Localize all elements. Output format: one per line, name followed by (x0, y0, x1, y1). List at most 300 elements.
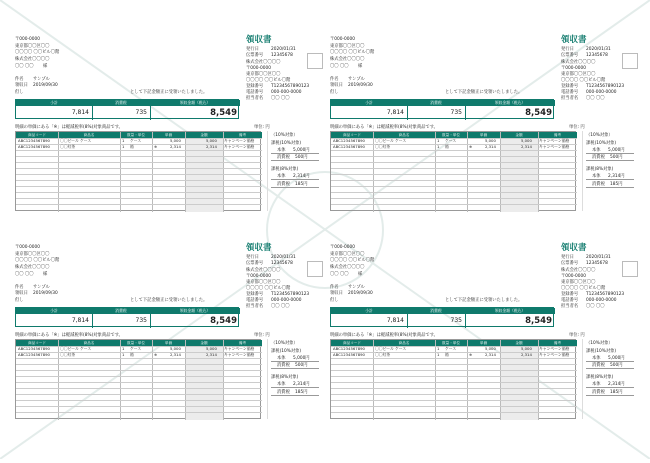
receipt-date-value: 2019/09/30 (348, 83, 373, 88)
breakdown-8-base-label: 本体 (592, 174, 601, 179)
tel-value: 000-000-0000 (271, 298, 302, 303)
row-line (16, 174, 262, 175)
tax-header: 消費税 (407, 308, 465, 314)
item-amount: 5,000 (521, 346, 532, 351)
tax-header: 消費税 (92, 100, 150, 106)
row-line (331, 388, 577, 389)
breakdown-title: （10%対象） (271, 133, 298, 138)
breakdown-8-label: 課税(8%対象) (586, 375, 614, 380)
recipient-honorific: 様 (358, 272, 363, 277)
summary-divider (92, 100, 93, 120)
item-unit: 箱 (130, 352, 134, 357)
recipient-address-1: 東京都〇〇区〇〇 (15, 44, 50, 49)
item-qty: 1 (122, 144, 125, 149)
row-line (16, 204, 262, 205)
unit-label: 単位: 円 (569, 125, 585, 130)
subject-label: 件名 (15, 77, 24, 82)
summary-divider (407, 308, 408, 328)
unit-label: 単位: 円 (254, 125, 270, 130)
staff-label: 担当者名 (561, 304, 579, 309)
doc-no-label: 伝票番号 (561, 261, 579, 266)
breakdown-8-base-label: 本体 (592, 382, 601, 387)
summary-divider (150, 100, 151, 120)
row-line (331, 186, 577, 187)
row-line (16, 162, 262, 163)
item-amount: 2,314 (206, 352, 217, 357)
issue-date-label: 発行日 (561, 255, 574, 260)
reg-no-value: T1234567890123 (586, 84, 625, 89)
tax-value: 735 (135, 317, 147, 324)
issuer-address-2: 〇〇〇〇 〇〇ビル〇階 (246, 78, 291, 83)
tel-label: 電話番号 (246, 90, 264, 95)
staff-label: 担当者名 (246, 96, 264, 101)
issue-date-value: 2020/01/31 (271, 255, 296, 260)
recipient-address-1: 東京都〇〇区〇〇 (330, 44, 365, 49)
issuer-address-2: 〇〇〇〇 〇〇ビル〇階 (246, 286, 291, 291)
item-price: 5,000 (170, 138, 181, 143)
recipient-postal: 〒000-0000 (330, 245, 355, 250)
col-remark: 備考 (238, 133, 247, 137)
recipient-postal: 〒000-0000 (15, 37, 40, 42)
col-remark: 備考 (553, 341, 562, 345)
col-name: 商品名 (398, 133, 410, 137)
receipt (15, 37, 325, 255)
tel-value: 000-000-0000 (586, 90, 617, 95)
total-value: 8,549 (525, 316, 552, 326)
breakdown-rule (271, 387, 319, 388)
summary-box (330, 99, 554, 119)
issuer-address-1: 東京都〇〇区〇〇 (246, 280, 281, 285)
proviso-text: として下記金額正に受領いたしました。 (445, 298, 523, 303)
unit-label: 単位: 円 (254, 333, 270, 338)
row-line (16, 156, 262, 157)
col-code: 商品コード (343, 341, 361, 345)
item-price: 5,000 (170, 346, 181, 351)
recipient-postal: 〒000-0000 (15, 245, 40, 250)
item-unit: 箱 (445, 144, 449, 149)
issue-date-value: 2020/01/31 (586, 47, 611, 52)
proviso-label: 但し (15, 298, 24, 303)
item-name: 〇〇紅茶 (60, 144, 76, 149)
breakdown-rule (271, 153, 319, 154)
total-value: 8,549 (210, 108, 237, 118)
reg-no-value: T1234567890123 (271, 292, 310, 297)
breakdown-8-base: 2,314円 (608, 174, 625, 179)
col-amount: 金額 (515, 133, 523, 137)
issue-date-value: 2020/01/31 (271, 47, 296, 52)
issue-date-label: 発行日 (246, 47, 259, 52)
row-line (16, 394, 262, 395)
receipt (330, 37, 640, 255)
row-line (331, 376, 577, 377)
row-line (16, 186, 262, 187)
receipt-date-label: 領収日 (15, 83, 28, 88)
tel-label: 電話番号 (561, 298, 579, 303)
breakdown-rule (586, 187, 634, 188)
item-unit: ケース (445, 346, 457, 351)
doc-no-value: 12345678 (271, 53, 293, 58)
staff-value: 〇〇 〇〇 (586, 304, 605, 309)
reg-no-label: 登録番号 (246, 84, 264, 89)
tel-label: 電話番号 (561, 90, 579, 95)
row-line (331, 150, 577, 151)
summary-divider (465, 100, 466, 120)
breakdown-8-base-label: 本体 (277, 382, 286, 387)
recipient-company: 株式会社〇〇〇〇 (330, 265, 365, 270)
issuer-address-2: 〇〇〇〇 〇〇ビル〇階 (561, 78, 606, 83)
reduced-rate-mark: ※ (154, 144, 158, 149)
col-qty: 数量・単位 (127, 133, 145, 137)
item-code: ABC1234567890 (333, 138, 365, 143)
breakdown-rule (271, 361, 319, 362)
item-unit: 箱 (445, 352, 449, 357)
breakdown-10-label: 課税(10%対象) (271, 349, 302, 354)
row-line (331, 168, 577, 169)
item-remark: キャンペーン価格 (224, 346, 255, 351)
seal-box (622, 53, 638, 69)
receipt-date-value: 2019/09/30 (348, 291, 373, 296)
recipient-person: 〇〇 〇〇 (330, 64, 349, 69)
item-qty: 1 (437, 346, 440, 351)
receipt (15, 245, 325, 463)
issuer-company: 株式会社〇〇〇〇 (561, 268, 596, 273)
row-line (331, 364, 577, 365)
tax-note: 明細の単価にある「※」は軽減税率(8%)対象商品です。 (330, 333, 438, 338)
breakdown-10-label: 課税(10%対象) (271, 141, 302, 146)
staff-label: 担当者名 (561, 96, 579, 101)
doc-no-value: 12345678 (586, 53, 608, 58)
receipt-title: 領収書 (246, 35, 272, 45)
item-remark: キャンペーン価格 (224, 352, 255, 357)
col-price: 単価 (164, 133, 173, 137)
subtotal-header: 小計 (16, 100, 92, 106)
total-value: 8,549 (210, 316, 237, 326)
breakdown-8-base: 2,314円 (293, 382, 310, 387)
row-line (331, 358, 577, 359)
item-remark: キャンペーン価格 (539, 144, 570, 149)
receipt-title: 領収書 (561, 243, 587, 253)
side-divider (267, 131, 268, 211)
item-code: ABC1234567890 (18, 144, 50, 149)
breakdown-10-base-label: 本体 (592, 356, 601, 361)
item-code: ABC1234567890 (333, 346, 365, 351)
doc-no-label: 伝票番号 (246, 53, 264, 58)
item-remark: キャンペーン価格 (539, 346, 570, 351)
row-line (16, 150, 262, 151)
row-line (16, 192, 262, 193)
col-amount: 金額 (200, 133, 208, 137)
recipient-person: 〇〇 〇〇 (15, 272, 34, 277)
proviso-label: 但し (15, 90, 24, 95)
col-name: 商品名 (83, 341, 95, 345)
breakdown-8-tax: 185円 (610, 182, 623, 187)
breakdown-10-tax: 500円 (295, 155, 308, 160)
summary-box (15, 99, 239, 119)
col-qty: 数量・単位 (127, 341, 145, 345)
row-line (16, 198, 262, 199)
subtotal-header: 小計 (331, 308, 407, 314)
row-line (331, 370, 577, 371)
total-header: 領収金額（税込） (465, 308, 555, 314)
row-line (331, 406, 577, 407)
issuer-company: 株式会社〇〇〇〇 (246, 268, 281, 273)
breakdown-10-base: 5,000円 (608, 356, 625, 361)
doc-no-value: 12345678 (271, 261, 293, 266)
recipient-address-1: 東京都〇〇区〇〇 (15, 252, 50, 257)
item-qty: 1 (437, 352, 440, 357)
issuer-postal: 〒000-0000 (561, 66, 586, 71)
breakdown-rule (586, 179, 634, 180)
item-unit: ケース (130, 138, 142, 143)
breakdown-8-base: 2,314円 (608, 382, 625, 387)
row-line (331, 198, 577, 199)
proviso-label: 但し (330, 90, 339, 95)
summary-box (330, 307, 554, 327)
item-remark: キャンペーン価格 (539, 352, 570, 357)
item-price: 5,000 (485, 346, 496, 351)
subtotal-value: 7,814 (386, 109, 404, 116)
item-code: ABC1234567890 (333, 352, 365, 357)
item-name: 〇〇紅茶 (60, 352, 76, 357)
col-qty: 数量・単位 (442, 341, 460, 345)
row-line (16, 370, 262, 371)
doc-no-value: 12345678 (586, 261, 608, 266)
row-line (16, 406, 262, 407)
item-remark: キャンペーン価格 (224, 138, 255, 143)
unit-label: 単位: 円 (569, 333, 585, 338)
proviso-text: として下記金額正に受領いたしました。 (445, 90, 523, 95)
breakdown-10-base: 5,000円 (293, 148, 310, 153)
item-name: 〇〇ビール ケース (60, 138, 92, 143)
breakdown-8-tax: 185円 (610, 390, 623, 395)
reg-no-label: 登録番号 (246, 292, 264, 297)
breakdown-rule (586, 387, 634, 388)
item-price: 2,314 (170, 352, 181, 357)
receipt-date-value: 2019/09/30 (33, 291, 58, 296)
breakdown-8-tax: 185円 (295, 182, 308, 187)
doc-no-label: 伝票番号 (246, 261, 264, 266)
row-line (331, 394, 577, 395)
issuer-company: 株式会社〇〇〇〇 (561, 60, 596, 65)
side-divider (267, 339, 268, 419)
reg-no-label: 登録番号 (561, 292, 579, 297)
row-line (331, 180, 577, 181)
subject-label: 件名 (330, 285, 339, 290)
recipient-address-2: 〇〇〇〇 〇〇ビル〇階 (15, 258, 60, 263)
receipt-date-label: 領収日 (15, 291, 28, 296)
issue-date-label: 発行日 (561, 47, 574, 52)
breakdown-10-tax-label: 消費税 (592, 155, 605, 160)
breakdown-10-label: 課税(10%対象) (586, 349, 617, 354)
seal-box (307, 261, 323, 277)
summary-divider (407, 100, 408, 120)
row-line (16, 358, 262, 359)
item-code: ABC1234567890 (18, 138, 50, 143)
proviso-text: として下記金額正に受領いたしました。 (130, 90, 208, 95)
seal-box (307, 53, 323, 69)
row-line (331, 400, 577, 401)
item-qty: 1 (437, 138, 440, 143)
recipient-company: 株式会社〇〇〇〇 (15, 57, 50, 62)
breakdown-10-tax-label: 消費税 (277, 363, 290, 368)
items-table (330, 339, 576, 419)
recipient-company: 株式会社〇〇〇〇 (330, 57, 365, 62)
subject-label: 件名 (330, 77, 339, 82)
issuer-address-1: 東京都〇〇区〇〇 (561, 72, 596, 77)
tel-value: 000-000-0000 (271, 90, 302, 95)
breakdown-8-tax-label: 消費税 (592, 182, 605, 187)
breakdown-rule (586, 160, 634, 161)
issuer-postal: 〒000-0000 (246, 274, 271, 279)
breakdown-title: （10%対象） (586, 133, 613, 138)
tax-note: 明細の単価にある「※」は軽減税率(8%)対象商品です。 (15, 125, 123, 130)
item-amount: 2,314 (206, 144, 217, 149)
item-unit: ケース (445, 138, 457, 143)
tel-label: 電話番号 (246, 298, 264, 303)
col-name: 商品名 (398, 341, 410, 345)
breakdown-8-base-label: 本体 (277, 174, 286, 179)
total-header: 領収金額（税込） (150, 100, 240, 106)
doc-no-label: 伝票番号 (561, 53, 579, 58)
row-line (16, 412, 262, 413)
item-price: 2,314 (170, 144, 181, 149)
item-amount: 2,314 (521, 352, 532, 357)
item-qty: 1 (122, 346, 125, 351)
subtotal-value: 7,814 (386, 317, 404, 324)
breakdown-rule (271, 179, 319, 180)
subject-value: サンプル (33, 77, 50, 82)
receipt (330, 245, 640, 463)
recipient-company: 株式会社〇〇〇〇 (15, 265, 50, 270)
row-line (16, 168, 262, 169)
side-divider (582, 131, 583, 211)
staff-value: 〇〇 〇〇 (586, 96, 605, 101)
subtotal-value: 7,814 (71, 109, 89, 116)
reduced-rate-mark: ※ (469, 352, 473, 357)
col-name: 商品名 (83, 133, 95, 137)
item-name: 〇〇ビール ケース (60, 346, 92, 351)
breakdown-8-tax-label: 消費税 (592, 390, 605, 395)
issuer-company: 株式会社〇〇〇〇 (246, 60, 281, 65)
receipt-date-label: 領収日 (330, 291, 343, 296)
items-table (330, 131, 576, 211)
total-header: 領収金額（税込） (150, 308, 240, 314)
summary-box (15, 307, 239, 327)
breakdown-8-tax: 185円 (295, 390, 308, 395)
reduced-rate-mark: ※ (154, 352, 158, 357)
tax-value: 735 (450, 109, 462, 116)
row-line (16, 400, 262, 401)
breakdown-rule (271, 160, 319, 161)
col-amount: 金額 (515, 341, 523, 345)
recipient-address-2: 〇〇〇〇 〇〇ビル〇階 (330, 50, 375, 55)
staff-label: 担当者名 (246, 304, 264, 309)
breakdown-rule (586, 368, 634, 369)
recipient-honorific: 様 (43, 64, 48, 69)
col-amount: 金額 (200, 341, 208, 345)
receipt-title: 領収書 (246, 243, 272, 253)
breakdown-8-base: 2,314円 (293, 174, 310, 179)
breakdown-10-tax: 500円 (610, 155, 623, 160)
breakdown-10-base: 5,000円 (293, 356, 310, 361)
col-price: 単価 (479, 341, 488, 345)
reg-no-label: 登録番号 (561, 84, 579, 89)
item-price: 5,000 (485, 138, 496, 143)
receipt-title: 領収書 (561, 35, 587, 45)
breakdown-8-label: 課税(8%対象) (271, 167, 299, 172)
recipient-honorific: 様 (358, 64, 363, 69)
row-line (16, 364, 262, 365)
breakdown-8-label: 課税(8%対象) (271, 375, 299, 380)
reg-no-value: T1234567890123 (271, 84, 310, 89)
items-table (15, 131, 261, 211)
reduced-rate-mark: ※ (469, 144, 473, 149)
breakdown-10-base-label: 本体 (277, 148, 286, 153)
summary-divider (92, 308, 93, 328)
subtotal-header: 小計 (331, 100, 407, 106)
row-line (331, 162, 577, 163)
issuer-address-1: 東京都〇〇区〇〇 (561, 280, 596, 285)
recipient-person: 〇〇 〇〇 (330, 272, 349, 277)
subject-value: サンプル (33, 285, 50, 290)
row-line (16, 376, 262, 377)
breakdown-rule (271, 368, 319, 369)
item-qty: 1 (122, 138, 125, 143)
recipient-person: 〇〇 〇〇 (15, 64, 34, 69)
proviso-label: 但し (330, 298, 339, 303)
breakdown-rule (586, 361, 634, 362)
col-code: 商品コード (28, 133, 46, 137)
row-line (331, 382, 577, 383)
side-divider (582, 339, 583, 419)
breakdown-10-tax-label: 消費税 (592, 363, 605, 368)
proviso-text: として下記金額正に受領いたしました。 (130, 298, 208, 303)
item-amount: 2,314 (521, 144, 532, 149)
col-code: 商品コード (28, 341, 46, 345)
item-price: 2,314 (485, 352, 496, 357)
breakdown-10-tax-label: 消費税 (277, 155, 290, 160)
seal-box (622, 261, 638, 277)
breakdown-8-tax-label: 消費税 (277, 390, 290, 395)
recipient-address-2: 〇〇〇〇 〇〇ビル〇階 (15, 50, 60, 55)
breakdown-8-tax-label: 消費税 (277, 182, 290, 187)
row-line (331, 156, 577, 157)
issuer-address-1: 東京都〇〇区〇〇 (246, 72, 281, 77)
breakdown-title: （10%対象） (271, 341, 298, 346)
item-name: 〇〇ビール ケース (375, 346, 407, 351)
breakdown-10-tax: 500円 (610, 363, 623, 368)
breakdown-10-base: 5,000円 (608, 148, 625, 153)
row-line (16, 180, 262, 181)
row-line (16, 382, 262, 383)
col-remark: 備考 (238, 341, 247, 345)
tax-note: 明細の単価にある「※」は軽減税率(8%)対象商品です。 (15, 333, 123, 338)
item-remark: キャンペーン価格 (539, 138, 570, 143)
breakdown-rule (586, 395, 634, 396)
issue-date-value: 2020/01/31 (586, 255, 611, 260)
item-unit: 箱 (130, 144, 134, 149)
breakdown-10-tax: 500円 (295, 363, 308, 368)
subject-value: サンプル (348, 285, 365, 290)
col-code: 商品コード (343, 133, 361, 137)
col-qty: 数量・単位 (442, 133, 460, 137)
recipient-postal: 〒000-0000 (330, 37, 355, 42)
receipt-date-label: 領収日 (330, 83, 343, 88)
issuer-postal: 〒000-0000 (246, 66, 271, 71)
breakdown-title: （10%対象） (586, 341, 613, 346)
item-amount: 5,000 (521, 138, 532, 143)
subject-label: 件名 (15, 285, 24, 290)
